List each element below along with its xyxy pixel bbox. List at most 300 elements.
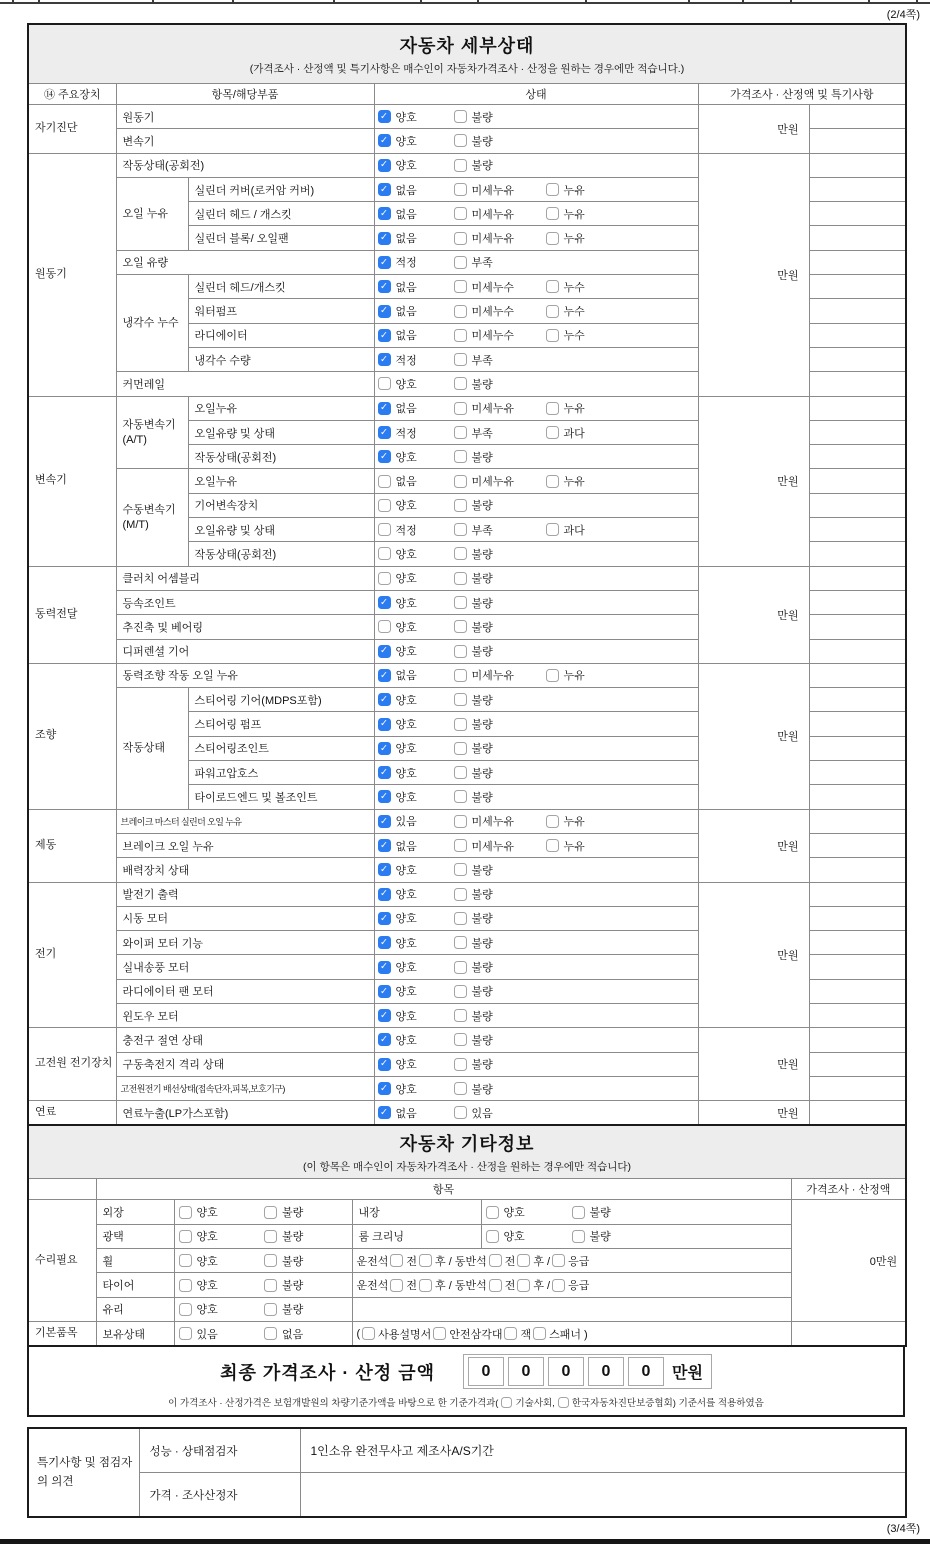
status-option xyxy=(546,206,585,222)
option-label: ( xyxy=(356,1327,361,1340)
item-label: 실린더 커버(로커암 커버) xyxy=(188,177,374,201)
price-entry-cell xyxy=(809,663,906,687)
checkbox-unchecked[interactable] xyxy=(454,1082,467,1095)
checkbox-checked[interactable] xyxy=(378,183,391,196)
option-label: 미세누유 xyxy=(471,670,515,683)
section-label: 원동기 xyxy=(28,153,116,396)
option-label: 부족 xyxy=(471,257,493,270)
checkbox-checked[interactable] xyxy=(378,159,391,172)
table-row xyxy=(28,1200,906,1224)
status-option xyxy=(378,1105,454,1121)
status-option xyxy=(454,497,546,513)
option-label: 미세누수 xyxy=(471,281,515,294)
checkbox-unchecked[interactable] xyxy=(546,669,559,682)
checkbox-unchecked[interactable] xyxy=(378,499,391,512)
checkbox-unchecked[interactable] xyxy=(552,1279,565,1292)
item-label: 원동기 xyxy=(116,105,374,129)
checkbox-unchecked[interactable] xyxy=(454,402,467,415)
table-row xyxy=(28,105,906,129)
checkbox-unchecked[interactable] xyxy=(179,1303,192,1316)
checkbox-unchecked[interactable] xyxy=(533,1327,546,1340)
status-cell xyxy=(374,177,698,201)
item-label: 라디에이터 팬 모터 xyxy=(116,979,374,1003)
item-label: 구동축전지 격리 상태 xyxy=(116,1052,374,1076)
status-option xyxy=(454,692,546,708)
price-entry-cell xyxy=(809,275,906,299)
status-option xyxy=(378,157,454,173)
status-cell xyxy=(174,1249,352,1273)
status-option xyxy=(546,667,585,683)
status-option xyxy=(179,1228,265,1244)
status-option xyxy=(546,303,585,319)
option-label: 누유 xyxy=(563,233,585,246)
item-label: 실내송풍 모터 xyxy=(116,955,374,979)
option-label: 불량 xyxy=(471,646,493,659)
checkbox-checked[interactable] xyxy=(378,766,391,779)
status-option xyxy=(378,182,454,198)
checkbox-unchecked[interactable] xyxy=(179,1230,192,1243)
checkbox-checked[interactable] xyxy=(378,669,391,682)
option-label: 적정 xyxy=(395,257,417,270)
item-label: 고전원전기 배선상태(접속단자,피복,보호기구) xyxy=(116,1076,374,1100)
checkbox-unchecked[interactable] xyxy=(489,1279,502,1292)
status-option xyxy=(454,959,546,975)
checkbox-unchecked[interactable] xyxy=(390,1279,403,1292)
detail-table-subtitle: (가격조사 · 산정액 및 특기사항은 매수인이 자동차가격조사 · 산정을 원하는 경우에만 적습니다.) xyxy=(249,63,685,75)
status-option xyxy=(454,935,546,951)
checkbox-unchecked[interactable] xyxy=(179,1254,192,1267)
status-option xyxy=(179,1204,265,1220)
checkbox-unchecked[interactable] xyxy=(546,402,559,415)
checkbox-unchecked[interactable] xyxy=(264,1230,277,1243)
checkbox-unchecked[interactable] xyxy=(454,1106,467,1119)
option-label: 과다 xyxy=(563,524,585,537)
checkbox-unchecked[interactable] xyxy=(454,280,467,293)
option-label: 양호 xyxy=(196,1231,218,1244)
status-option xyxy=(454,1056,546,1072)
table-row xyxy=(28,1249,906,1273)
item-label: 오일유량 및 상태 xyxy=(188,420,374,444)
option-label: 없음 xyxy=(395,840,417,853)
checkbox-unchecked[interactable] xyxy=(179,1327,192,1340)
checkbox-unchecked[interactable] xyxy=(454,888,467,901)
option-label: 부족 xyxy=(471,354,493,367)
status-option xyxy=(454,1032,546,1048)
checkbox-unchecked[interactable] xyxy=(454,329,467,342)
option-label: 양호 xyxy=(395,573,417,586)
checkbox-unchecked[interactable] xyxy=(362,1327,375,1340)
checkbox-unchecked[interactable] xyxy=(179,1279,192,1292)
option-label: 미세누유 xyxy=(471,184,515,197)
price-entry-cell xyxy=(809,129,906,153)
option-label: 양호 xyxy=(395,378,417,391)
checkbox-checked[interactable] xyxy=(378,815,391,828)
checkbox-unchecked[interactable] xyxy=(504,1327,517,1340)
option-label: 누유 xyxy=(563,208,585,221)
item-label: 변속기 xyxy=(116,129,374,153)
checkbox-unchecked[interactable] xyxy=(454,159,467,172)
checkbox-unchecked[interactable] xyxy=(454,620,467,633)
status-option xyxy=(572,1204,658,1220)
option-label: 양호 xyxy=(395,621,417,634)
option-label: 있음 xyxy=(471,1107,493,1120)
price-entry-cell xyxy=(809,347,906,371)
price-entry-cell xyxy=(809,566,906,590)
group-label: 오일 누유 xyxy=(116,177,188,250)
checkbox-checked[interactable] xyxy=(378,693,391,706)
vehicle-detail-table xyxy=(27,23,907,1126)
checkbox-checked[interactable] xyxy=(378,742,391,755)
status-cell xyxy=(374,372,698,396)
checkbox-unchecked[interactable] xyxy=(264,1327,277,1340)
status-option xyxy=(454,643,546,659)
checkbox-checked[interactable] xyxy=(378,232,391,245)
checkbox-unchecked[interactable] xyxy=(454,766,467,779)
status-option xyxy=(546,279,585,295)
option-label: 양호 xyxy=(395,743,417,756)
checkbox-checked[interactable] xyxy=(378,256,391,269)
checkbox-unchecked[interactable] xyxy=(454,183,467,196)
checkbox-checked[interactable] xyxy=(378,936,391,949)
status-option xyxy=(546,182,585,198)
checkbox-unchecked[interactable] xyxy=(454,256,467,269)
price-entry-cell xyxy=(809,1101,906,1126)
checkbox-unchecked[interactable] xyxy=(454,863,467,876)
status-option xyxy=(454,376,546,392)
item-label: 냉각수 수량 xyxy=(188,347,374,371)
item-label: 브레이크 오일 누유 xyxy=(116,833,374,857)
checkbox-unchecked[interactable] xyxy=(546,207,559,220)
checkbox-unchecked[interactable] xyxy=(454,742,467,755)
item-label: 스티어링 펌프 xyxy=(188,712,374,736)
group-label: 수동변속기 (M/T) xyxy=(116,469,188,566)
checkbox-unchecked[interactable] xyxy=(454,450,467,463)
status-option xyxy=(378,959,454,975)
status-cell xyxy=(481,1224,791,1248)
option-label: 후 / 동반석 xyxy=(435,1255,487,1268)
checkbox-checked[interactable] xyxy=(378,426,391,439)
option-label: 불량 xyxy=(471,1010,493,1023)
price-entry-cell xyxy=(809,396,906,420)
status-option xyxy=(264,1277,350,1293)
page-bottom-bar xyxy=(0,1539,930,1544)
checkbox-checked[interactable] xyxy=(378,110,391,123)
status-cell xyxy=(374,663,698,687)
checkbox-unchecked[interactable] xyxy=(454,985,467,998)
status-cell xyxy=(174,1273,352,1297)
checkbox-checked[interactable] xyxy=(378,1033,391,1046)
option-label: 없음 xyxy=(395,1107,417,1120)
option-label: 불량 xyxy=(471,111,493,124)
checkbox-unchecked[interactable] xyxy=(489,1254,502,1267)
checkbox-unchecked[interactable] xyxy=(558,1397,569,1408)
checkbox-checked[interactable] xyxy=(378,305,391,318)
price-entry-cell xyxy=(809,299,906,323)
item-label: 내장 xyxy=(352,1200,481,1224)
checkbox-unchecked[interactable] xyxy=(378,620,391,633)
checkbox-unchecked[interactable] xyxy=(546,183,559,196)
checkbox-checked[interactable] xyxy=(378,207,391,220)
status-cell xyxy=(174,1297,352,1321)
status-option xyxy=(378,1056,454,1072)
checkbox-unchecked[interactable] xyxy=(546,426,559,439)
checkbox-unchecked[interactable] xyxy=(378,377,391,390)
price-entry-cell xyxy=(809,153,906,177)
item-label: 보유상태 xyxy=(96,1321,174,1346)
checkbox-unchecked[interactable] xyxy=(546,232,559,245)
item-label: 라디에이터 xyxy=(188,323,374,347)
option-label: 양호 xyxy=(395,694,417,707)
checkbox-unchecked[interactable] xyxy=(546,280,559,293)
checkbox-checked[interactable] xyxy=(378,839,391,852)
option-label: 불량 xyxy=(471,986,493,999)
status-option xyxy=(454,449,546,465)
price-entry-cell xyxy=(809,785,906,809)
option-label: 없음 xyxy=(395,670,417,683)
price-entry-cell xyxy=(809,639,906,663)
option-label: 없음 xyxy=(395,208,417,221)
section-label: 동력전달 xyxy=(28,566,116,663)
item-label: 동력조향 작동 오일 누유 xyxy=(116,663,374,687)
option-label: 누수 xyxy=(563,330,585,343)
checkbox-unchecked[interactable] xyxy=(454,207,467,220)
opinion-row-label: 성능 · 상태점검자 xyxy=(139,1428,300,1473)
price-entry-cell xyxy=(809,493,906,517)
option-label: 전 xyxy=(504,1255,516,1268)
checkbox-unchecked[interactable] xyxy=(546,815,559,828)
option-label: 한국자동차진단보증협회) 기준서를 적용하였음 xyxy=(571,1398,764,1410)
checkbox-unchecked[interactable] xyxy=(454,426,467,439)
checkbox-unchecked[interactable] xyxy=(552,1254,565,1267)
status-option xyxy=(378,327,454,343)
status-option xyxy=(454,910,546,926)
checkbox-checked[interactable] xyxy=(378,1106,391,1119)
option-label: 전 xyxy=(406,1255,418,1268)
option-label: 양호 xyxy=(395,548,417,561)
checkbox-unchecked[interactable] xyxy=(501,1397,512,1408)
status-cell xyxy=(374,931,698,955)
status-cell xyxy=(481,1200,791,1224)
checkbox-unchecked[interactable] xyxy=(433,1327,446,1340)
checkbox-unchecked[interactable] xyxy=(378,572,391,585)
checkbox-unchecked[interactable] xyxy=(454,645,467,658)
checkbox-checked[interactable] xyxy=(378,985,391,998)
vehicle-etc-table xyxy=(27,1124,907,1347)
checkbox-unchecked[interactable] xyxy=(454,936,467,949)
table-row xyxy=(28,1224,906,1248)
checkbox-checked[interactable] xyxy=(378,961,391,974)
price-entry-cell xyxy=(809,833,906,857)
option-label: 미세누유 xyxy=(471,476,515,489)
checkbox-unchecked[interactable] xyxy=(454,839,467,852)
checkbox-unchecked[interactable] xyxy=(486,1206,499,1219)
item-label: 시동 모터 xyxy=(116,906,374,930)
checkbox-unchecked[interactable] xyxy=(517,1279,530,1292)
status-option xyxy=(179,1277,265,1293)
status-option xyxy=(454,789,546,805)
option-label: 불량 xyxy=(471,160,493,173)
checkbox-unchecked[interactable] xyxy=(546,523,559,536)
checkbox-unchecked[interactable] xyxy=(264,1254,277,1267)
checkbox-checked[interactable] xyxy=(378,718,391,731)
page-number-bottom: (3/4쪽) xyxy=(886,1523,920,1536)
checkbox-checked[interactable] xyxy=(378,329,391,342)
checkbox-checked[interactable] xyxy=(378,790,391,803)
option-label: 불량 xyxy=(471,864,493,877)
status-option xyxy=(454,109,546,125)
checkbox-unchecked[interactable] xyxy=(378,523,391,536)
checkbox-checked[interactable] xyxy=(378,280,391,293)
checkbox-checked[interactable] xyxy=(378,888,391,901)
checkbox-checked[interactable] xyxy=(378,912,391,925)
checkbox-unchecked[interactable] xyxy=(378,475,391,488)
price-entry-cell xyxy=(809,931,906,955)
option-label: 양호 xyxy=(395,962,417,975)
checkbox-unchecked[interactable] xyxy=(179,1206,192,1219)
checkbox-unchecked[interactable] xyxy=(454,912,467,925)
checkbox-unchecked[interactable] xyxy=(546,305,559,318)
status-cell xyxy=(374,615,698,639)
checkbox-unchecked[interactable] xyxy=(546,329,559,342)
checkbox-unchecked[interactable] xyxy=(454,718,467,731)
checkbox-unchecked[interactable] xyxy=(454,232,467,245)
checkbox-unchecked[interactable] xyxy=(454,499,467,512)
checkbox-unchecked[interactable] xyxy=(454,790,467,803)
etc-table-title: 자동차 기타정보 xyxy=(399,1134,535,1155)
checkbox-checked[interactable] xyxy=(378,402,391,415)
checkbox-checked[interactable] xyxy=(378,863,391,876)
checkbox-unchecked[interactable] xyxy=(419,1279,432,1292)
checkbox-unchecked[interactable] xyxy=(454,110,467,123)
checkbox-checked[interactable] xyxy=(378,596,391,609)
checkbox-unchecked[interactable] xyxy=(454,961,467,974)
checkbox-unchecked[interactable] xyxy=(454,523,467,536)
checkbox-unchecked[interactable] xyxy=(546,475,559,488)
checkbox-unchecked[interactable] xyxy=(264,1303,277,1316)
status-cell xyxy=(352,1321,791,1346)
option-label: 스패너 ) xyxy=(549,1328,588,1341)
checkbox-checked[interactable] xyxy=(378,450,391,463)
option-label: 양호 xyxy=(395,986,417,999)
status-option xyxy=(454,862,546,878)
checkbox-unchecked[interactable] xyxy=(454,1058,467,1071)
option-label: 기술사회, xyxy=(515,1398,555,1410)
option-label: 불량 xyxy=(471,694,493,707)
status-option xyxy=(454,983,546,999)
checkbox-unchecked[interactable] xyxy=(454,475,467,488)
checkbox-checked[interactable] xyxy=(378,353,391,366)
status-option xyxy=(486,1204,572,1220)
status-option xyxy=(378,667,454,683)
status-cell xyxy=(374,1028,698,1052)
checkbox-unchecked[interactable] xyxy=(572,1230,585,1243)
option-label: 불량 xyxy=(471,1059,493,1072)
checkbox-unchecked[interactable] xyxy=(454,547,467,560)
checkbox-unchecked[interactable] xyxy=(454,134,467,147)
item-label: 스티어링 기어(MDPS포함) xyxy=(188,688,374,712)
status-cell xyxy=(374,566,698,590)
status-option xyxy=(546,400,585,416)
status-option xyxy=(454,522,546,538)
price-unit-cell: 만원 xyxy=(698,105,809,154)
option-label: 불량 xyxy=(471,767,493,780)
checkbox-checked[interactable] xyxy=(378,1009,391,1022)
checkbox-checked[interactable] xyxy=(378,134,391,147)
status-option xyxy=(454,619,546,635)
checkbox-checked[interactable] xyxy=(378,1082,391,1095)
status-cell xyxy=(374,129,698,153)
option-label: 미세누수 xyxy=(471,330,515,343)
checkbox-unchecked[interactable] xyxy=(454,572,467,585)
status-option xyxy=(454,838,546,854)
option-label: 부족 xyxy=(471,427,493,440)
status-option xyxy=(378,765,454,781)
checkbox-unchecked[interactable] xyxy=(264,1206,277,1219)
checkbox-unchecked[interactable] xyxy=(454,1009,467,1022)
option-label: 적정 xyxy=(395,524,417,537)
checkbox-unchecked[interactable] xyxy=(546,839,559,852)
section-label: 조향 xyxy=(28,663,116,809)
checkbox-unchecked[interactable] xyxy=(454,596,467,609)
checkbox-checked[interactable] xyxy=(378,645,391,658)
checkbox-unchecked[interactable] xyxy=(454,669,467,682)
checkbox-unchecked[interactable] xyxy=(264,1279,277,1292)
etc-header-blank xyxy=(28,1179,96,1200)
checkbox-unchecked[interactable] xyxy=(419,1254,432,1267)
option-label: 양호 xyxy=(196,1280,218,1292)
status-cell xyxy=(174,1224,352,1248)
option-label: 불량 xyxy=(471,451,493,464)
checkbox-unchecked[interactable] xyxy=(572,1206,585,1219)
price-entry-cell xyxy=(809,615,906,639)
price-unit-cell: 만원 xyxy=(698,1101,809,1126)
section-label: 자기진단 xyxy=(28,105,116,154)
status-cell xyxy=(374,299,698,323)
checkbox-unchecked[interactable] xyxy=(454,353,467,366)
status-option xyxy=(264,1253,350,1269)
price-entry-cell xyxy=(809,323,906,347)
item-label: 타이로드엔드 및 볼조인트 xyxy=(188,785,374,809)
checkbox-unchecked[interactable] xyxy=(454,305,467,318)
option-label: 누유 xyxy=(563,403,585,416)
section-label: 변속기 xyxy=(28,396,116,566)
status-option xyxy=(264,1301,350,1317)
status-option xyxy=(378,473,454,489)
checkbox-checked[interactable] xyxy=(378,1058,391,1071)
checkbox-unchecked[interactable] xyxy=(454,693,467,706)
status-cell xyxy=(374,785,698,809)
checkbox-unchecked[interactable] xyxy=(517,1254,530,1267)
option-label: 불량 xyxy=(471,1034,493,1047)
checkbox-unchecked[interactable] xyxy=(454,377,467,390)
checkbox-unchecked[interactable] xyxy=(454,815,467,828)
checkbox-unchecked[interactable] xyxy=(378,547,391,560)
option-label: 미세누유 xyxy=(471,403,515,416)
checkbox-unchecked[interactable] xyxy=(486,1230,499,1243)
item-label: 실린더 헤드/개스킷 xyxy=(188,275,374,299)
status-option xyxy=(454,813,546,829)
checkbox-unchecked[interactable] xyxy=(390,1254,403,1267)
status-cell xyxy=(374,979,698,1003)
item-label: 배력장치 상태 xyxy=(116,858,374,882)
checkbox-unchecked[interactable] xyxy=(454,1033,467,1046)
status-option xyxy=(378,862,454,878)
final-price-digits xyxy=(463,1354,712,1389)
status-option xyxy=(546,473,585,489)
item-label: 스티어링조인트 xyxy=(188,736,374,760)
option-label: 없음 xyxy=(395,330,417,343)
item-label: 커먼레일 xyxy=(116,372,374,396)
